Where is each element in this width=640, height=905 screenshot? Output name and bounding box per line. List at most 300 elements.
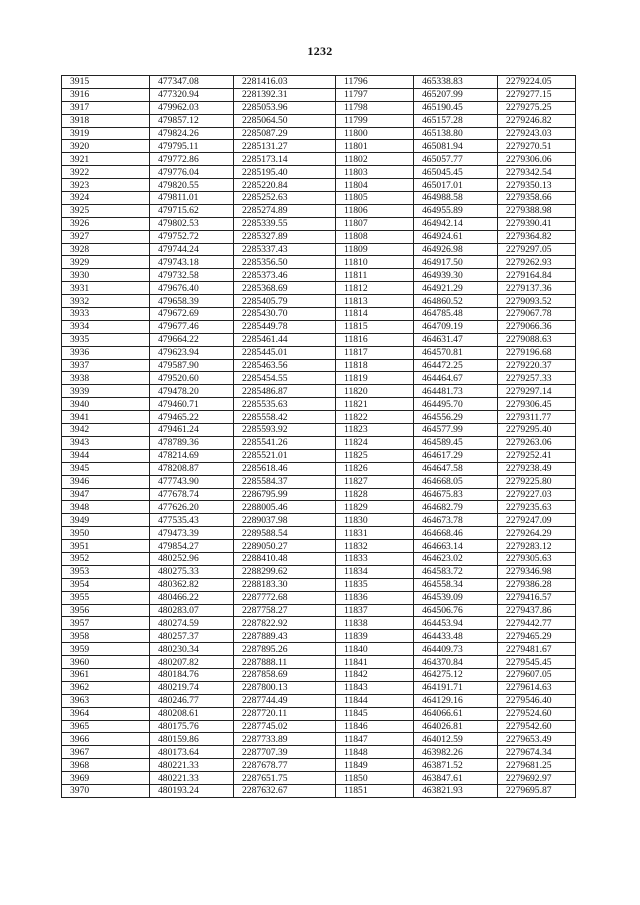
point-id-left-cell: 3953: [62, 565, 150, 578]
x-coordinate-right-cell: 465157.28: [414, 114, 498, 127]
table-row: [62, 230, 576, 243]
table-row: [62, 514, 576, 527]
x-coordinate-left-cell: 479857.12: [150, 114, 234, 127]
table-row: [62, 76, 576, 89]
point-id-right-cell: 11842: [336, 668, 414, 681]
table-row: [62, 127, 576, 140]
x-coordinate-left-cell: 477678.74: [150, 488, 234, 501]
point-id-right-cell: 11828: [336, 488, 414, 501]
y-coordinate-left-cell: 2285445.01: [234, 346, 336, 359]
x-coordinate-left-cell: 479811.01: [150, 192, 234, 205]
point-id-right-cell: 11803: [336, 166, 414, 179]
table-row: [62, 295, 576, 308]
x-coordinate-right-cell: 463847.61: [414, 772, 498, 785]
table-row: [62, 359, 576, 372]
x-coordinate-right-cell: 464675.83: [414, 488, 498, 501]
x-coordinate-right-cell: 464570.81: [414, 346, 498, 359]
point-id-right-cell: 11844: [336, 694, 414, 707]
table-row: [62, 308, 576, 321]
point-id-right-cell: 11801: [336, 140, 414, 153]
point-id-right-cell: 11837: [336, 604, 414, 617]
point-id-right-cell: 11833: [336, 552, 414, 565]
x-coordinate-right-cell: 464464.67: [414, 372, 498, 385]
y-coordinate-right-cell: 2279311.77: [498, 411, 576, 424]
x-coordinate-left-cell: 479460.71: [150, 398, 234, 411]
point-id-right-cell: 11819: [336, 372, 414, 385]
x-coordinate-right-cell: 464924.61: [414, 230, 498, 243]
x-coordinate-left-cell: 480274.59: [150, 617, 234, 630]
y-coordinate-left-cell: 2285087.29: [234, 127, 336, 140]
x-coordinate-left-cell: 479824.26: [150, 127, 234, 140]
x-coordinate-right-cell: 464785.48: [414, 308, 498, 321]
y-coordinate-left-cell: 2285430.70: [234, 308, 336, 321]
point-id-right-cell: 11827: [336, 475, 414, 488]
y-coordinate-right-cell: 2279270.51: [498, 140, 576, 153]
y-coordinate-right-cell: 2279196.68: [498, 346, 576, 359]
y-coordinate-right-cell: 2279390.41: [498, 217, 576, 230]
point-id-right-cell: 11843: [336, 681, 414, 694]
y-coordinate-right-cell: 2279653.49: [498, 733, 576, 746]
y-coordinate-right-cell: 2279295.40: [498, 424, 576, 437]
point-id-left-cell: 3926: [62, 217, 150, 230]
y-coordinate-right-cell: 2279306.06: [498, 153, 576, 166]
x-coordinate-left-cell: 479676.40: [150, 282, 234, 295]
y-coordinate-left-cell: 2287745.02: [234, 720, 336, 733]
x-coordinate-right-cell: 463871.52: [414, 759, 498, 772]
x-coordinate-left-cell: 479732.58: [150, 269, 234, 282]
table-row: [62, 488, 576, 501]
y-coordinate-left-cell: 2285535.63: [234, 398, 336, 411]
x-coordinate-right-cell: 464066.61: [414, 707, 498, 720]
y-coordinate-left-cell: 2285131.27: [234, 140, 336, 153]
y-coordinate-right-cell: 2279674.34: [498, 746, 576, 759]
y-coordinate-left-cell: 2285405.79: [234, 295, 336, 308]
point-id-left-cell: 3924: [62, 192, 150, 205]
point-id-left-cell: 3951: [62, 540, 150, 553]
point-id-left-cell: 3959: [62, 643, 150, 656]
table-row: [62, 759, 576, 772]
point-id-left-cell: 3925: [62, 204, 150, 217]
point-id-left-cell: 3955: [62, 591, 150, 604]
y-coordinate-right-cell: 2279297.14: [498, 385, 576, 398]
x-coordinate-left-cell: 477320.94: [150, 88, 234, 101]
point-id-left-cell: 3968: [62, 759, 150, 772]
x-coordinate-right-cell: 464988.58: [414, 192, 498, 205]
table-row: [62, 346, 576, 359]
x-coordinate-left-cell: 480252.96: [150, 552, 234, 565]
table-row: [62, 578, 576, 591]
table-row: [62, 552, 576, 565]
y-coordinate-left-cell: 2287772.68: [234, 591, 336, 604]
y-coordinate-right-cell: 2279607.05: [498, 668, 576, 681]
point-id-left-cell: 3923: [62, 179, 150, 192]
point-id-left-cell: 3929: [62, 256, 150, 269]
x-coordinate-left-cell: 480466.22: [150, 591, 234, 604]
table-row: [62, 153, 576, 166]
x-coordinate-left-cell: 479587.90: [150, 359, 234, 372]
point-id-left-cell: 3916: [62, 88, 150, 101]
table-row: [62, 114, 576, 127]
point-id-left-cell: 3927: [62, 230, 150, 243]
x-coordinate-right-cell: 464926.98: [414, 243, 498, 256]
y-coordinate-right-cell: 2279235.63: [498, 501, 576, 514]
x-coordinate-left-cell: 479752.72: [150, 230, 234, 243]
point-id-left-cell: 3919: [62, 127, 150, 140]
point-id-right-cell: 11832: [336, 540, 414, 553]
y-coordinate-right-cell: 2279465.29: [498, 630, 576, 643]
point-id-right-cell: 11839: [336, 630, 414, 643]
x-coordinate-right-cell: 465017.01: [414, 179, 498, 192]
point-id-left-cell: 3933: [62, 308, 150, 321]
table-row: [62, 527, 576, 540]
point-id-right-cell: 11848: [336, 746, 414, 759]
y-coordinate-left-cell: 2281392.31: [234, 88, 336, 101]
point-id-right-cell: 11830: [336, 514, 414, 527]
x-coordinate-left-cell: 478789.36: [150, 436, 234, 449]
point-id-left-cell: 3950: [62, 527, 150, 540]
x-coordinate-left-cell: 477347.08: [150, 76, 234, 89]
x-coordinate-right-cell: 464012.59: [414, 733, 498, 746]
x-coordinate-left-cell: 480246.77: [150, 694, 234, 707]
x-coordinate-left-cell: 480283.07: [150, 604, 234, 617]
x-coordinate-left-cell: 478214.69: [150, 449, 234, 462]
x-coordinate-right-cell: 464129.16: [414, 694, 498, 707]
x-coordinate-left-cell: 479677.46: [150, 320, 234, 333]
table-row: [62, 540, 576, 553]
x-coordinate-left-cell: 479854.27: [150, 540, 234, 553]
y-coordinate-left-cell: 2285461.44: [234, 333, 336, 346]
y-coordinate-right-cell: 2279066.36: [498, 320, 576, 333]
x-coordinate-left-cell: 480221.33: [150, 772, 234, 785]
y-coordinate-right-cell: 2279305.63: [498, 552, 576, 565]
y-coordinate-right-cell: 2279416.57: [498, 591, 576, 604]
point-id-right-cell: 11851: [336, 784, 414, 797]
point-id-left-cell: 3947: [62, 488, 150, 501]
table-row: [62, 269, 576, 282]
y-coordinate-left-cell: 2288183.30: [234, 578, 336, 591]
y-coordinate-left-cell: 2285327.89: [234, 230, 336, 243]
x-coordinate-right-cell: 464583.72: [414, 565, 498, 578]
point-id-left-cell: 3932: [62, 295, 150, 308]
point-id-right-cell: 11813: [336, 295, 414, 308]
y-coordinate-right-cell: 2279545.45: [498, 656, 576, 669]
x-coordinate-right-cell: 464917.50: [414, 256, 498, 269]
point-id-left-cell: 3918: [62, 114, 150, 127]
table-row: [62, 449, 576, 462]
table-row: [62, 436, 576, 449]
table-row: [62, 630, 576, 643]
y-coordinate-left-cell: 2285373.46: [234, 269, 336, 282]
table-row: [62, 462, 576, 475]
point-id-left-cell: 3957: [62, 617, 150, 630]
table-row: [62, 772, 576, 785]
y-coordinate-left-cell: 2287758.27: [234, 604, 336, 617]
y-coordinate-right-cell: 2279225.80: [498, 475, 576, 488]
y-coordinate-left-cell: 2285053.96: [234, 101, 336, 114]
table-row: [62, 88, 576, 101]
table-row: [62, 204, 576, 217]
point-id-right-cell: 11796: [336, 76, 414, 89]
y-coordinate-left-cell: 2285463.56: [234, 359, 336, 372]
point-id-left-cell: 3967: [62, 746, 150, 759]
x-coordinate-left-cell: 479743.18: [150, 256, 234, 269]
point-id-left-cell: 3935: [62, 333, 150, 346]
point-id-right-cell: 11829: [336, 501, 414, 514]
y-coordinate-left-cell: 2287720.11: [234, 707, 336, 720]
table-row: [62, 720, 576, 733]
x-coordinate-left-cell: 477743.90: [150, 475, 234, 488]
point-id-left-cell: 3956: [62, 604, 150, 617]
point-id-right-cell: 11841: [336, 656, 414, 669]
point-id-left-cell: 3964: [62, 707, 150, 720]
point-id-right-cell: 11808: [336, 230, 414, 243]
x-coordinate-left-cell: 479802.53: [150, 217, 234, 230]
point-id-right-cell: 11799: [336, 114, 414, 127]
y-coordinate-left-cell: 2285274.89: [234, 204, 336, 217]
x-coordinate-left-cell: 480257.37: [150, 630, 234, 643]
x-coordinate-right-cell: 464539.09: [414, 591, 498, 604]
point-id-right-cell: 11804: [336, 179, 414, 192]
y-coordinate-right-cell: 2279262.93: [498, 256, 576, 269]
x-coordinate-right-cell: 465138.80: [414, 127, 498, 140]
y-coordinate-right-cell: 2279283.12: [498, 540, 576, 553]
x-coordinate-right-cell: 464663.14: [414, 540, 498, 553]
x-coordinate-right-cell: 465045.45: [414, 166, 498, 179]
point-id-left-cell: 3921: [62, 153, 150, 166]
point-id-right-cell: 11805: [336, 192, 414, 205]
table-row: [62, 424, 576, 437]
y-coordinate-right-cell: 2279614.63: [498, 681, 576, 694]
point-id-left-cell: 3922: [62, 166, 150, 179]
x-coordinate-right-cell: 464589.45: [414, 436, 498, 449]
table-row: [62, 179, 576, 192]
y-coordinate-right-cell: 2279481.67: [498, 643, 576, 656]
table-row: [62, 192, 576, 205]
point-id-right-cell: 11802: [336, 153, 414, 166]
point-id-left-cell: 3962: [62, 681, 150, 694]
x-coordinate-left-cell: 479473.39: [150, 527, 234, 540]
x-coordinate-right-cell: 464709.19: [414, 320, 498, 333]
x-coordinate-right-cell: 464921.29: [414, 282, 498, 295]
point-id-right-cell: 11812: [336, 282, 414, 295]
y-coordinate-right-cell: 2279346.98: [498, 565, 576, 578]
y-coordinate-left-cell: 2287707.39: [234, 746, 336, 759]
y-coordinate-left-cell: 2287733.89: [234, 733, 336, 746]
y-coordinate-left-cell: 2288410.48: [234, 552, 336, 565]
x-coordinate-left-cell: 480159.86: [150, 733, 234, 746]
y-coordinate-right-cell: 2279220.37: [498, 359, 576, 372]
coordinates-table-body: [62, 76, 576, 798]
y-coordinate-left-cell: 2285449.78: [234, 320, 336, 333]
point-id-right-cell: 11807: [336, 217, 414, 230]
y-coordinate-left-cell: 2285618.46: [234, 462, 336, 475]
point-id-right-cell: 11816: [336, 333, 414, 346]
point-id-right-cell: 11846: [336, 720, 414, 733]
y-coordinate-left-cell: 2285195.40: [234, 166, 336, 179]
y-coordinate-right-cell: 2279524.60: [498, 707, 576, 720]
y-coordinate-left-cell: 2285173.14: [234, 153, 336, 166]
y-coordinate-left-cell: 2288299.62: [234, 565, 336, 578]
point-id-right-cell: 11820: [336, 385, 414, 398]
table-row: [62, 733, 576, 746]
y-coordinate-left-cell: 2287651.75: [234, 772, 336, 785]
x-coordinate-right-cell: 464682.79: [414, 501, 498, 514]
point-id-right-cell: 11809: [336, 243, 414, 256]
point-id-left-cell: 3942: [62, 424, 150, 437]
y-coordinate-left-cell: 2285521.01: [234, 449, 336, 462]
y-coordinate-left-cell: 2285339.55: [234, 217, 336, 230]
table-row: [62, 320, 576, 333]
table-row: [62, 643, 576, 656]
point-id-right-cell: 11823: [336, 424, 414, 437]
point-id-right-cell: 11818: [336, 359, 414, 372]
y-coordinate-left-cell: 2287822.92: [234, 617, 336, 630]
x-coordinate-left-cell: 479465.22: [150, 411, 234, 424]
point-id-left-cell: 3934: [62, 320, 150, 333]
point-id-right-cell: 11838: [336, 617, 414, 630]
y-coordinate-right-cell: 2279247.09: [498, 514, 576, 527]
x-coordinate-right-cell: 465081.94: [414, 140, 498, 153]
point-id-left-cell: 3948: [62, 501, 150, 514]
table-row: [62, 411, 576, 424]
x-coordinate-right-cell: 464673.78: [414, 514, 498, 527]
point-id-left-cell: 3939: [62, 385, 150, 398]
table-row: [62, 101, 576, 114]
y-coordinate-left-cell: 2285486.87: [234, 385, 336, 398]
y-coordinate-right-cell: 2279364.82: [498, 230, 576, 243]
y-coordinate-right-cell: 2279386.28: [498, 578, 576, 591]
point-id-right-cell: 11836: [336, 591, 414, 604]
table-row: [62, 707, 576, 720]
y-coordinate-left-cell: 2287678.77: [234, 759, 336, 772]
x-coordinate-left-cell: 479520.60: [150, 372, 234, 385]
x-coordinate-right-cell: 464556.29: [414, 411, 498, 424]
point-id-left-cell: 3931: [62, 282, 150, 295]
point-id-right-cell: 11826: [336, 462, 414, 475]
y-coordinate-left-cell: 2285337.43: [234, 243, 336, 256]
point-id-right-cell: 11834: [336, 565, 414, 578]
table-row: [62, 398, 576, 411]
x-coordinate-left-cell: 480208.61: [150, 707, 234, 720]
x-coordinate-right-cell: 464577.99: [414, 424, 498, 437]
point-id-right-cell: 11847: [336, 733, 414, 746]
point-id-left-cell: 3928: [62, 243, 150, 256]
point-id-left-cell: 3944: [62, 449, 150, 462]
point-id-left-cell: 3945: [62, 462, 150, 475]
y-coordinate-right-cell: 2279542.60: [498, 720, 576, 733]
y-coordinate-left-cell: 2285454.55: [234, 372, 336, 385]
x-coordinate-left-cell: 479672.69: [150, 308, 234, 321]
y-coordinate-right-cell: 2279442.77: [498, 617, 576, 630]
point-id-left-cell: 3940: [62, 398, 150, 411]
point-id-right-cell: 11800: [336, 127, 414, 140]
point-id-left-cell: 3958: [62, 630, 150, 643]
point-id-left-cell: 3970: [62, 784, 150, 797]
y-coordinate-right-cell: 2279546.40: [498, 694, 576, 707]
coordinates-table: [61, 75, 576, 798]
y-coordinate-left-cell: 2287744.49: [234, 694, 336, 707]
y-coordinate-right-cell: 2279257.33: [498, 372, 576, 385]
point-id-right-cell: 11822: [336, 411, 414, 424]
x-coordinate-right-cell: 464668.05: [414, 475, 498, 488]
x-coordinate-right-cell: 464668.46: [414, 527, 498, 540]
x-coordinate-left-cell: 479715.62: [150, 204, 234, 217]
y-coordinate-right-cell: 2279093.52: [498, 295, 576, 308]
point-id-left-cell: 3938: [62, 372, 150, 385]
x-coordinate-left-cell: 480275.33: [150, 565, 234, 578]
x-coordinate-left-cell: 480221.33: [150, 759, 234, 772]
x-coordinate-right-cell: 464955.89: [414, 204, 498, 217]
point-id-right-cell: 11849: [336, 759, 414, 772]
table-row: [62, 475, 576, 488]
y-coordinate-left-cell: 2289588.54: [234, 527, 336, 540]
y-coordinate-right-cell: 2279350.13: [498, 179, 576, 192]
y-coordinate-right-cell: 2279246.82: [498, 114, 576, 127]
x-coordinate-left-cell: 478208.87: [150, 462, 234, 475]
point-id-right-cell: 11798: [336, 101, 414, 114]
table-row: [62, 243, 576, 256]
x-coordinate-left-cell: 479623.94: [150, 346, 234, 359]
point-id-right-cell: 11814: [336, 308, 414, 321]
point-id-left-cell: 3954: [62, 578, 150, 591]
point-id-left-cell: 3941: [62, 411, 150, 424]
y-coordinate-left-cell: 2287888.11: [234, 656, 336, 669]
point-id-right-cell: 11810: [336, 256, 414, 269]
point-id-left-cell: 3952: [62, 552, 150, 565]
table-row: [62, 501, 576, 514]
y-coordinate-left-cell: 2287632.67: [234, 784, 336, 797]
y-coordinate-right-cell: 2279275.25: [498, 101, 576, 114]
x-coordinate-right-cell: 465338.83: [414, 76, 498, 89]
x-coordinate-right-cell: 464558.34: [414, 578, 498, 591]
table-row: [62, 140, 576, 153]
x-coordinate-left-cell: 480184.76: [150, 668, 234, 681]
x-coordinate-right-cell: 464506.76: [414, 604, 498, 617]
x-coordinate-right-cell: 464026.81: [414, 720, 498, 733]
point-id-right-cell: 11797: [336, 88, 414, 101]
point-id-left-cell: 3920: [62, 140, 150, 153]
table-row: [62, 217, 576, 230]
x-coordinate-left-cell: 479461.24: [150, 424, 234, 437]
point-id-left-cell: 3961: [62, 668, 150, 681]
x-coordinate-right-cell: 464275.12: [414, 668, 498, 681]
y-coordinate-right-cell: 2279263.06: [498, 436, 576, 449]
y-coordinate-left-cell: 2285541.26: [234, 436, 336, 449]
point-id-left-cell: 3949: [62, 514, 150, 527]
y-coordinate-left-cell: 2288005.46: [234, 501, 336, 514]
x-coordinate-left-cell: 479658.39: [150, 295, 234, 308]
x-coordinate-right-cell: 464647.58: [414, 462, 498, 475]
x-coordinate-left-cell: 480362.82: [150, 578, 234, 591]
y-coordinate-right-cell: 2279137.36: [498, 282, 576, 295]
point-id-left-cell: 3965: [62, 720, 150, 733]
y-coordinate-right-cell: 2279067.78: [498, 308, 576, 321]
y-coordinate-right-cell: 2279297.05: [498, 243, 576, 256]
table-row: [62, 656, 576, 669]
x-coordinate-left-cell: 480230.34: [150, 643, 234, 656]
table-row: [62, 617, 576, 630]
table-row: [62, 385, 576, 398]
table-row: [62, 591, 576, 604]
point-id-right-cell: 11811: [336, 269, 414, 282]
point-id-right-cell: 11817: [336, 346, 414, 359]
table-row: [62, 166, 576, 179]
table-row: [62, 694, 576, 707]
y-coordinate-right-cell: 2279088.63: [498, 333, 576, 346]
x-coordinate-left-cell: 480219.74: [150, 681, 234, 694]
point-id-left-cell: 3963: [62, 694, 150, 707]
x-coordinate-right-cell: 464191.71: [414, 681, 498, 694]
